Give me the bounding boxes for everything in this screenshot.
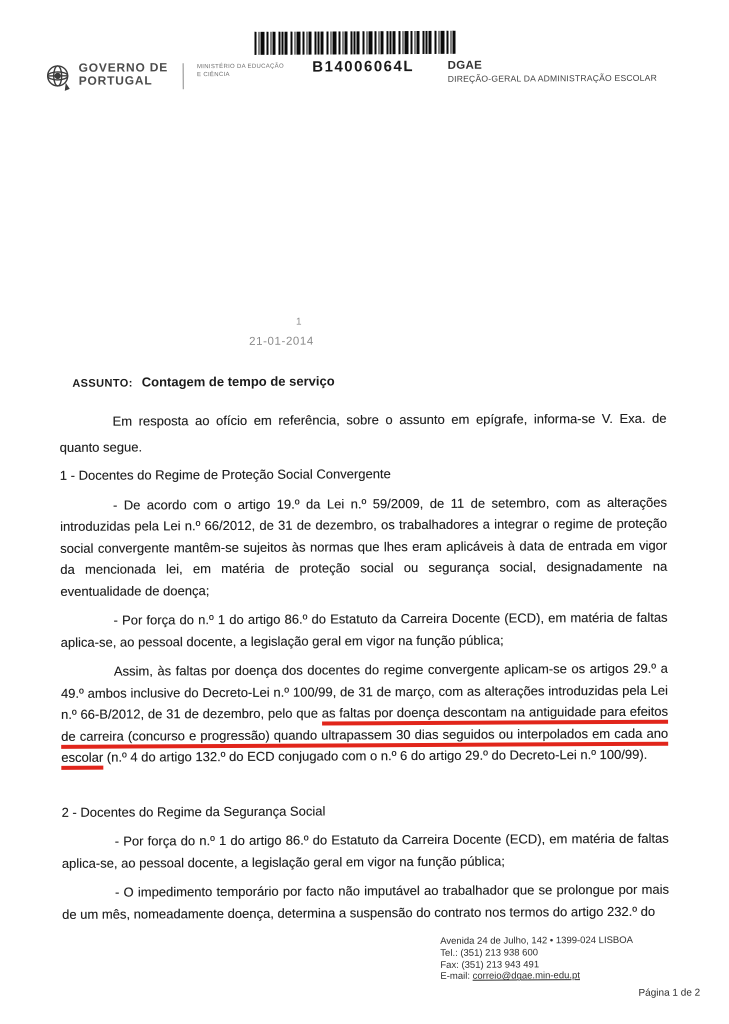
paragraph-3-red-underlined-text: as faltas por doença descontam na antiguidade para efeitos de carreira (concurso e progressão) quando ultrapassem 30 dias seguidos ou interpolados em cada ano escolar — [61, 704, 668, 770]
agency-name: DIREÇÃO-GERAL DA ADMINISTRAÇÃO ESCOLAR — [447, 72, 658, 84]
footer-tel: Tel.: (351) 213 938 600 — [440, 947, 539, 959]
subject-text: Contagem de tempo de serviço — [141, 373, 335, 390]
logo-divider — [183, 63, 184, 89]
footer-address: Avenida 24 de Julho, 142 • 1399-024 LISBOA — [440, 934, 634, 947]
barcode-value: B14006064L — [312, 58, 415, 76]
ministry-wordmark — [197, 64, 284, 79]
footer-email-link[interactable]: correio@dgae.min-edu.pt — [472, 970, 580, 983]
document-date: 21-01-2014 — [249, 335, 314, 348]
paragraph-4: - Por força do n.º 1 do artigo 86.º do Estatuto da Carreira Docente (ECD), em matéria de faltas aplica-se, ao pessoal docente, a legislação geral em vigor na função pública; — [61, 830, 669, 871]
footer-contact-block — [440, 935, 633, 983]
footer-fax: Fax: (351) 213 943 491 — [440, 958, 540, 971]
subject-line — [72, 373, 334, 389]
government-line1: GOVERNO DE — [78, 60, 169, 75]
section2-heading: 2 - Docentes do Regime da Segurança Social — [61, 803, 326, 820]
government-line2: PORTUGAL — [78, 73, 153, 88]
paragraph-3-post: (n.º 4 do artigo 132.º do ECD conjugado com o n.º 6 do artigo 29.º do Decreto-Lei n.º 100/99). — [103, 746, 648, 765]
paragraph-3 — [61, 658, 669, 769]
paragraph-3-pre: Assim, às faltas por doença dos docentes do regime convergente aplicam-se os artigos 29.º a 49.º ambos inclusive do Decreto-Lei n.º 100/99, de 31 de março, com as alterações introduzidas pela Lei n.º 66-B/2012, de 31 de dezembro, pelo que — [60, 660, 668, 722]
agency-header — [448, 59, 698, 84]
footer-email-line — [440, 970, 633, 983]
reference-mark: 1 — [295, 316, 302, 328]
barcode — [254, 31, 456, 55]
agency-acronym: DGAE — [447, 59, 483, 72]
government-wordmark — [79, 61, 168, 87]
paragraph-5: - O impedimento temporário por facto não imputável ao trabalhador que se prolongue por mais de um mês, nomeadamente doença, determina a suspensão do contrato nos termos do artigo 232.º do — [62, 881, 669, 922]
portugal-emblem-icon — [46, 63, 72, 98]
footer-email-label: E-mail: — [440, 971, 470, 983]
paragraph-1: - De acordo com o artigo 19.º da Lei n.º 59/2009, de 11 de setembro, com as alterações introduzidas pela Lei n.º 66/2012, de 31 de dezembro, os trabalhadores a integrar o regime de proteção social convergente mantêm-se sujeitos às normas que lhes eram aplicáveis à data de entrada em vigor da mencionada lei, em matéria de proteção social ou segurança social, designadamente na eventualidade de doença; — [60, 494, 668, 599]
government-logo — [46, 61, 284, 98]
page-number: Página 1 de 2 — [638, 987, 701, 999]
section1-heading: 1 - Docentes do Regime de Proteção Social Convergente — [59, 466, 391, 483]
subject-label: ASSUNTO: — [72, 377, 133, 390]
ministry-line2: E CIÊNCIA — [197, 71, 230, 78]
letter-body — [59, 406, 669, 925]
paragraph-2: - Por força do n.º 1 do artigo 86.º do Estatuto da Carreira Docente (ECD), em matéria de faltas aplica-se, ao pessoal docente, a legislação geral em vigor na função pública; — [60, 609, 668, 650]
intro-paragraph: Em resposta ao ofício em referência, sobre o assunto em epígrafe, informa-se V. Exa. de quanto segue. — [59, 410, 667, 455]
ministry-line1: MINISTÉRIO DA EDUCAÇÃO — [196, 63, 284, 71]
